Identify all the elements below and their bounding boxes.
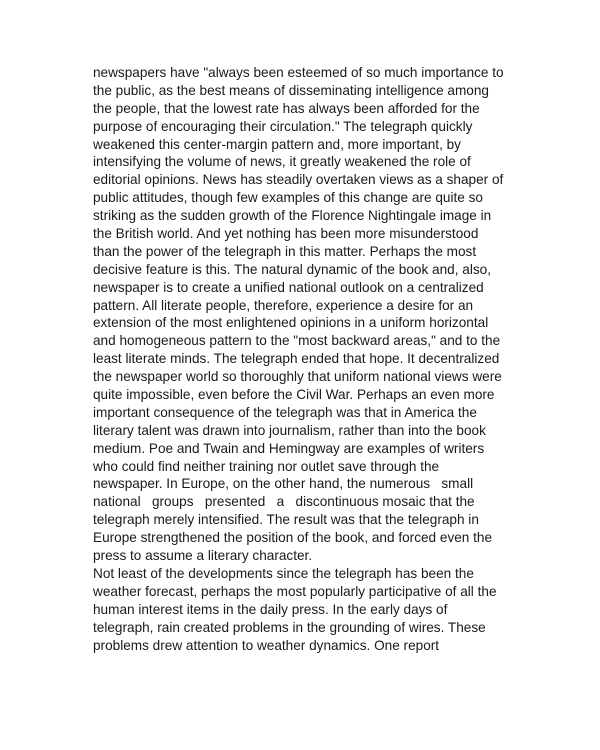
- text-line: than the power of the telegraph in this matter. Perhaps the most: [93, 243, 477, 259]
- text-line: the British world. And yet nothing has been more misunderstood: [93, 226, 479, 242]
- text-line: weakened this center-margin pattern and, more important, by: [93, 136, 461, 152]
- text-line: least literate minds. The telegraph ended that hope. It decentralized: [93, 351, 500, 367]
- text-line: pattern. All literate people, therefore, experience a desire for an: [93, 297, 474, 313]
- text-line: quite impossible, even before the Civil War. Perhaps an even more: [93, 387, 495, 403]
- body-text: [93, 64, 523, 654]
- text-line: weather forecast, perhaps the most popularly participative of all the: [93, 583, 497, 599]
- text-line: newspaper. In Europe, on the other hand, the numerous small: [93, 476, 474, 492]
- text-line: Europe strengthened the position of the book, and forced even the: [93, 530, 493, 546]
- text-line: telegraph, rain created problems in the grounding of wires. These: [93, 619, 486, 635]
- text-line: editorial opinions. News has steadily overtaken views as a shaper of: [93, 172, 504, 188]
- text-line: intensifying the volume of news, it greatly weakened the role of: [93, 154, 471, 170]
- text-line: problems drew attention to weather dynamics. One report: [93, 637, 440, 653]
- text-line: Not least of the developments since the telegraph has been the: [93, 565, 474, 581]
- text-line: the people, that the lowest rate has always been afforded for the: [93, 100, 480, 116]
- text-line: public attitudes, though few examples of this change are quite so: [93, 190, 483, 206]
- text-line: human interest items in the daily press. In the early days of: [93, 601, 448, 617]
- text-line: the newspaper world so thoroughly that uniform national views were: [93, 369, 502, 385]
- text-line: decisive feature is this. The natural dynamic of the book and, also,: [93, 261, 491, 277]
- text-line: purpose of encouraging their circulation." The telegraph quickly: [93, 118, 473, 134]
- text-line: extension of the most enlightened opinions in a uniform horizontal: [93, 315, 489, 331]
- text-line: press to assume a literary character.: [93, 548, 313, 564]
- text-line: telegraph merely intensified. The result was that the telegraph in: [93, 512, 479, 528]
- text-line: newspaper is to create a unified national outlook on a centralized: [93, 279, 484, 295]
- text-line: who could find neither training nor outlet save through the: [93, 458, 440, 474]
- text-line: the public, as the best means of disseminating intelligence among: [93, 82, 489, 98]
- text-line: striking as the sudden growth of the Florence Nightingale image in: [93, 208, 492, 224]
- text-line: literary talent was drawn into journalism, rather than into the book: [93, 422, 486, 438]
- text-line: important consequence of the telegraph was that in America the: [93, 404, 477, 420]
- text-line: newspapers have "always been esteemed of so much importance to: [93, 65, 504, 80]
- text-line: and homogeneous pattern to the "most backward areas," and to the: [93, 333, 501, 349]
- text-line: medium. Poe and Twain and Hemingway are examples of writers: [93, 440, 485, 456]
- text-line: national groups presented a discontinuous mosaic that the: [93, 494, 475, 510]
